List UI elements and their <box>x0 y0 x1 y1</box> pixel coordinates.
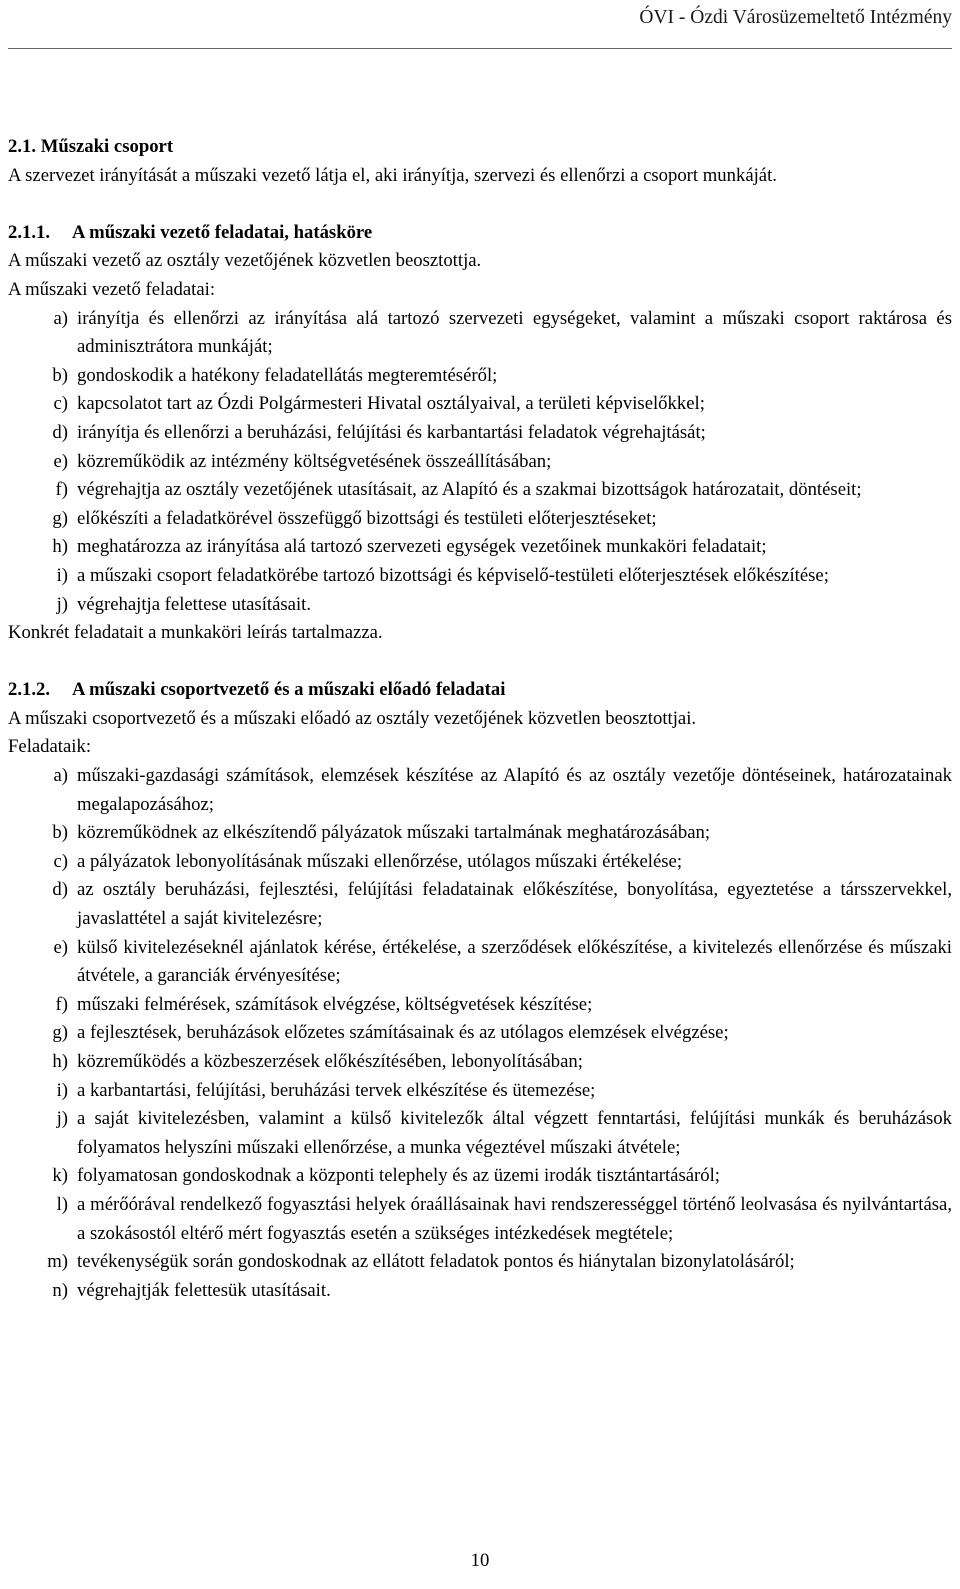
list-item-marker: k) <box>52 1165 68 1187</box>
list-item <box>8 1105 952 1162</box>
list-item <box>8 1048 952 1077</box>
list-item-marker: a) <box>53 765 68 787</box>
list-item <box>8 419 952 448</box>
list-item <box>8 934 952 991</box>
list-item-text: külső kivitelezéseknél ajánlatok kérése, értékelése, a szerződések előkészítése, a kivitelezés ellenőrzése és műszaki átvétele, a garanciák érvényesítése; <box>77 936 952 987</box>
header-rule <box>8 48 952 49</box>
list-item-text: gondoskodik a hatékony feladatellátás megteremtéséről; <box>77 364 498 386</box>
list-item-text: a saját kivitelezésben, valamint a külső kivitelezők által végzett fenntartási, felújítási munkák és beruházások folyamatos helyszíni műszaki ellenőrzése, a munka végeztével műszaki átvétele; <box>77 1108 952 1158</box>
list-item-text: kapcsolatot tart az Ózdi Polgármesteri Hivatal osztályaival, a területi képviselőkkel; <box>77 393 705 415</box>
list-item-text: folyamatosan gondoskodnak a központi telephely és az üzemi irodák tisztántartásáról; <box>77 1165 720 1187</box>
list-item <box>8 562 952 591</box>
list-item <box>8 362 952 391</box>
list-item <box>8 1191 952 1248</box>
heading-2-1-title: Műszaki csoport <box>40 136 174 157</box>
list-item-marker: c) <box>53 850 68 872</box>
list-item-marker: g) <box>52 507 68 529</box>
list-item-marker: d) <box>52 421 68 443</box>
list-item-marker: i) <box>56 1079 68 1101</box>
list-item-marker: f) <box>55 479 68 501</box>
page-content <box>8 133 952 1305</box>
list-item-marker: n) <box>52 1279 68 1301</box>
list-item-text: meghatározza az irányítása alá tartozó szervezeti egységek vezetőinek munkaköri feladatait; <box>77 536 767 558</box>
section-2-1-1-task-list <box>8 305 952 620</box>
heading-2-1-1-number: 2.1.1. <box>8 221 51 243</box>
heading-2-1-1-title: A műszaki vezető feladatai, hatásköre <box>72 221 373 243</box>
list-item <box>8 991 952 1020</box>
list-item-text: műszaki felmérések, számítások elvégzése, költségvetések készítése; <box>77 993 593 1015</box>
list-item-text: irányítja és ellenőrzi a beruházási, felújítási és karbantartási feladatok végrehajtását; <box>77 421 706 443</box>
list-item-marker: m) <box>47 1251 68 1273</box>
section-2-1-1-line-1: A műszaki vezető az osztály vezetőjének közvetlen beosztottja. <box>8 250 482 272</box>
list-item-text: előkészíti a feladatkörével összefüggő bizottsági és testületi előterjesztéseket; <box>77 507 657 529</box>
section-2-1-1-closing: Konkrét feladatait a munkaköri leírás tartalmazza. <box>8 622 383 644</box>
list-item-marker: b) <box>52 364 68 386</box>
list-item <box>8 1019 952 1048</box>
heading-2-1-2-title: A műszaki csoportvezető és a műszaki előadó feladatai <box>72 679 506 701</box>
section-2-1-1-line-2: A műszaki vezető feladatai: <box>8 278 216 300</box>
list-item <box>8 591 952 620</box>
list-item-marker: e) <box>53 450 68 472</box>
list-item-marker: a) <box>53 307 68 329</box>
section-2-1-2-line-2: Feladataik: <box>8 736 92 758</box>
list-item-text: közreműködés a közbeszerzések előkészítésében, lebonyolításában; <box>77 1051 583 1072</box>
list-item <box>8 1277 952 1306</box>
running-header: ÓVI - Ózdi Városüzemeltető Intézmény <box>639 7 952 28</box>
list-item-marker: f) <box>55 993 68 1015</box>
list-item-marker: h) <box>52 536 68 558</box>
list-item <box>8 505 952 534</box>
list-item-text: a pályázatok lebonyolításának műszaki ellenőrzése, utólagos műszaki értékelése; <box>77 850 683 872</box>
list-item-text: műszaki-gazdasági számítások, elemzések készítése az Alapító és az osztály vezetője döntéseinek, határozatainak megalapozásához; <box>77 765 952 815</box>
heading-2-1 <box>8 133 952 162</box>
list-item <box>8 1162 952 1191</box>
list-item-marker: j) <box>56 593 68 615</box>
list-item <box>8 819 952 848</box>
list-item-text: végrehajtják felettesük utasításait. <box>77 1279 331 1301</box>
list-item <box>8 848 952 877</box>
list-item-marker: e) <box>53 936 68 958</box>
list-item <box>8 390 952 419</box>
list-item-text: a mérőórával rendelkező fogyasztási helyek óraállásainak havi rendszerességgel történő leolvasása és nyilvántartása, a szokásostól eltérő mért fogyasztás esetén a szükséges intézkedések megtétele; <box>77 1193 952 1244</box>
list-item <box>8 762 952 819</box>
list-item-text: a műszaki csoport feladatkörébe tartozó bizottsági és képviselő-testületi előterjesztések előkészítése; <box>77 564 829 586</box>
list-item-marker: d) <box>52 879 68 901</box>
list-item-text: az osztály beruházási, fejlesztési, felújítási feladatainak előkészítése, bonyolítása, egyeztetése a társszervekkel, javaslattétel a saját kivitelezésre; <box>77 879 952 930</box>
list-item-marker: b) <box>52 822 68 844</box>
list-item-marker: g) <box>52 1022 68 1044</box>
heading-2-1-number: 2.1. <box>8 136 37 157</box>
list-item-marker: l) <box>56 1193 68 1215</box>
list-item-text: a karbantartási, felújítási, beruházási tervek elkészítése és ütemezése; <box>77 1079 596 1101</box>
page-number: 10 <box>470 1550 490 1571</box>
list-item-marker: j) <box>56 1108 68 1130</box>
heading-2-1-2 <box>8 676 952 705</box>
list-item-marker: c) <box>53 393 68 415</box>
list-item-text: közreműködnek az elkészítendő pályázatok műszaki tartalmának meghatározásában; <box>77 822 711 844</box>
list-item <box>8 533 952 562</box>
list-item-marker: h) <box>52 1051 68 1072</box>
list-item <box>8 448 952 477</box>
list-item <box>8 305 952 362</box>
list-item <box>8 476 952 505</box>
list-item <box>8 876 952 933</box>
list-item <box>8 1248 952 1277</box>
heading-2-1-2-number: 2.1.2. <box>8 679 51 701</box>
list-item-text: közreműködik az intézmény költségvetésének összeállításában; <box>77 450 552 472</box>
list-item <box>8 1077 952 1106</box>
heading-2-1-1 <box>8 219 952 248</box>
list-item-marker: i) <box>56 564 68 586</box>
section-2-1-intro: A szervezet irányítását a műszaki vezető látja el, aki irányítja, szervezi és ellenőrzi a csoport munkáját. <box>8 164 777 186</box>
list-item-text: végrehajtja felettese utasításait. <box>77 593 312 615</box>
list-item-text: irányítja és ellenőrzi az irányítása alá tartozó szervezeti egységeket, valamint a műszaki csoport raktárosa és adminisztrátora munkáját; <box>77 307 952 358</box>
section-2-1-2-line-1: A műszaki csoportvezető és a műszaki előadó az osztály vezetőjének közvetlen beosztottjai. <box>8 707 697 729</box>
section-2-1-2-task-list <box>8 762 952 1305</box>
list-item-text: a fejlesztések, beruházások előzetes számításainak és az utólagos elemzések elvégzése; <box>77 1022 729 1044</box>
list-item-text: végrehajtja az osztály vezetőjének utasításait, az Alapító és a szakmai bizottságok határozatait, döntéseit; <box>77 479 862 501</box>
list-item-text: tevékenységük során gondoskodnak az ellátott feladatok pontos és hiánytalan bizonylatolásáról; <box>77 1251 795 1273</box>
